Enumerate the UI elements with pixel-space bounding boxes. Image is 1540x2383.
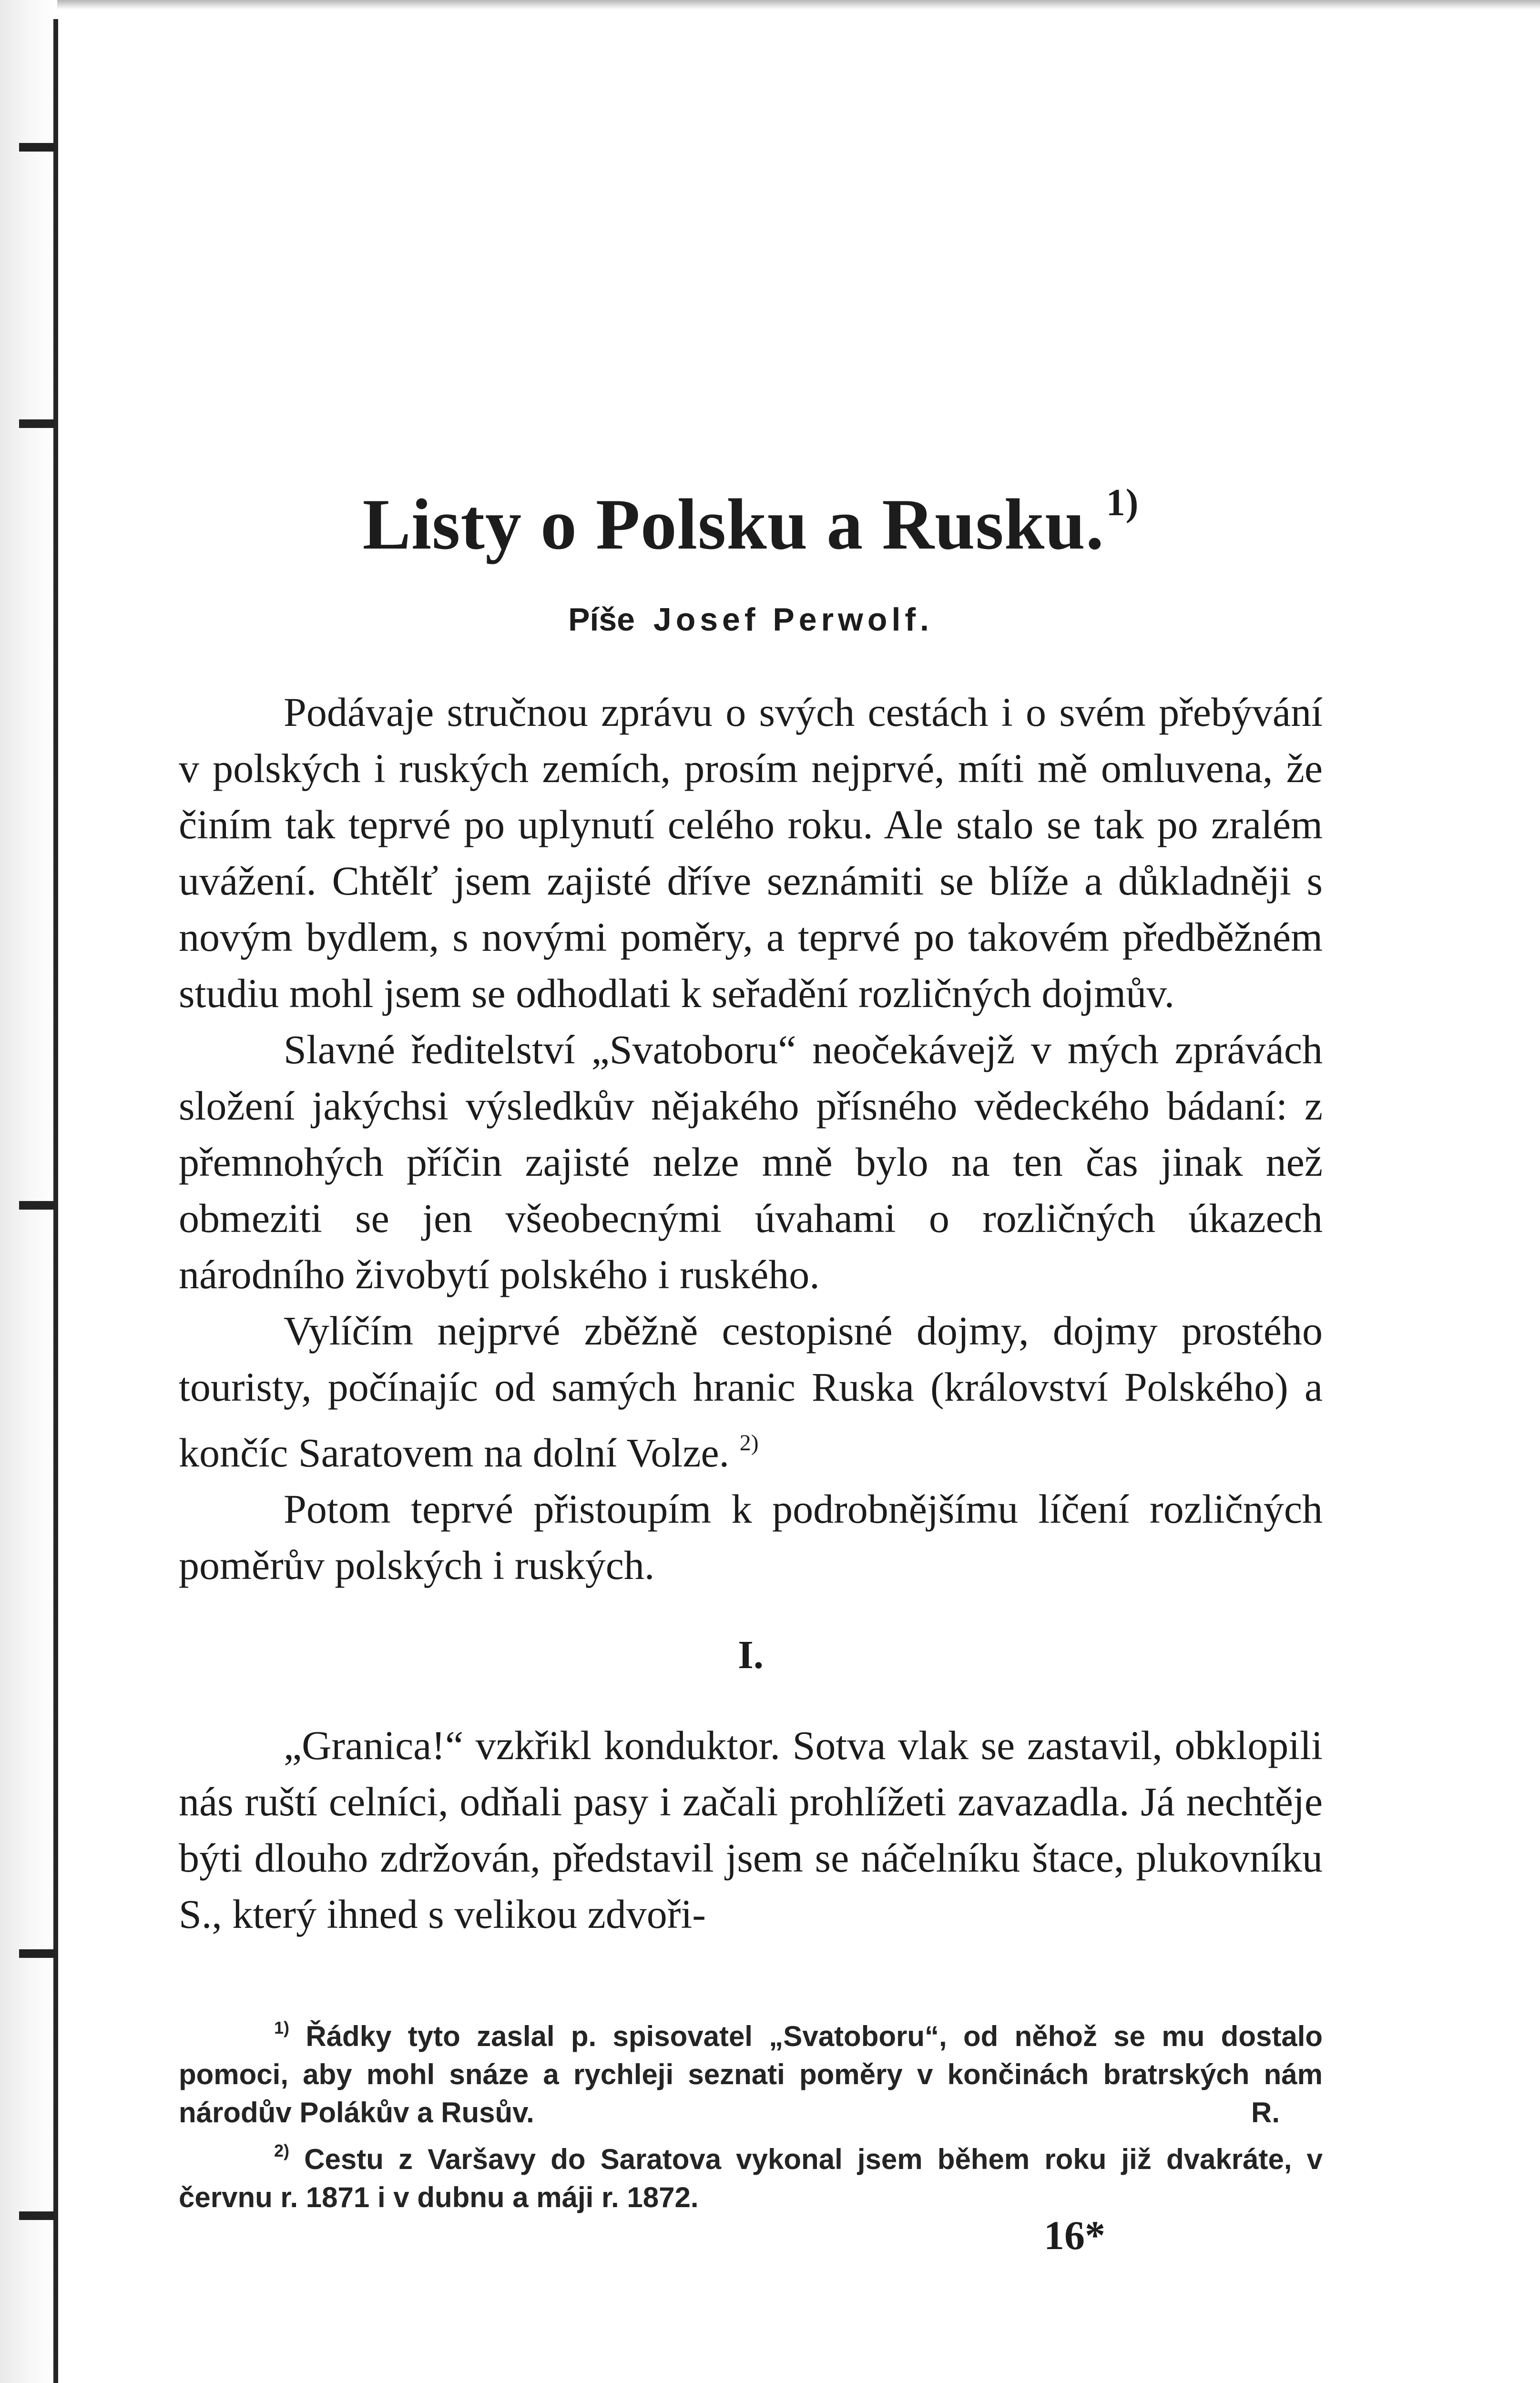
footnote-text: Cestu z Varšavy do Saratova vykonal jsem během roku již dvakráte, v červnu r. 1871 i v dubnu a máji r. 1872. <box>179 2143 1323 2213</box>
footnote-text: Řádky tyto zaslal p. spisovatel „Svatoboru“, od něhož se mu dostalo pomoci, aby mohl snáze a rychleji seznati poměry v končinách bratrských nám národův Polákův a Rusův. <box>179 2020 1323 2128</box>
page-body <box>179 458 1323 2217</box>
footnote-ref: 2) <box>739 1430 759 1456</box>
top-edge-shadow <box>57 0 1540 10</box>
title-text: Listy o Polsku a Rusku. <box>362 484 1104 564</box>
footnote-signature: R. <box>1251 2097 1280 2128</box>
edge-mark <box>19 1201 55 1210</box>
edge-mark <box>19 2211 55 2220</box>
footnote-mark: 2) <box>274 2141 290 2160</box>
paragraph <box>179 1303 1323 1481</box>
binding-shadow <box>0 0 57 2383</box>
author-name: Josef Perwolf. <box>653 601 933 638</box>
edge-mark <box>19 419 55 428</box>
article-title <box>179 458 1323 570</box>
edge-mark <box>19 1949 55 1958</box>
paragraph: Slavné ředitelství „Svatoboru“ neočekávejž v mých zprávách složení jakýchsi výsledkův nějakého přísného vědeckého bádaní: z přemnohých příčin zajisté nelze mně bylo na ten čas jinak než obmeziti se jen všeobecnými úvahami o rozličných úkazech národního živobytí polského i ruského. <box>179 1027 1323 1297</box>
footnotes <box>179 2009 1323 2217</box>
footnote-mark: 1) <box>274 2018 290 2037</box>
footnote-2 <box>179 2132 1323 2217</box>
author-prefix: Píše <box>568 601 635 638</box>
page-number: 16* <box>1044 2212 1105 2258</box>
author-line <box>179 593 1323 646</box>
section-numeral: I. <box>738 1633 764 1677</box>
paragraph: Potom teprvé přistoupím k podrobnějšímu líčení rozličných poměrův polských i ruských. <box>179 1486 1323 1588</box>
title-footnote-ref: 1) <box>1106 482 1139 524</box>
paragraph: „Granica!“ vzkřikl konduktor. Sotva vlak se zastavil, obklopili nás ruští celníci, odňali pasy i začali prohlížeti zavazadla. Já nechtěje býti dlouho zdržován, představil jsem se náčelníku štace, plukovníku S., který ihned s velikou zdvoři- <box>179 1722 1323 1937</box>
edge-mark <box>19 143 55 152</box>
paragraph: Podávaje stručnou zprávu o svých cestách i o svém přebývání v polských i ruských zemích, prosím nejprvé, míti mě omluvena, že činím tak teprvé po uplynutí celého roku. Ale stalo se tak po zralém uvážení. Chtělť jsem zajisté dříve seznámiti se blíže a důkladněji s novým bydlem, s novými poměry, a teprvé po takovém předběžném studiu mohl jsem se odhodlati k seřadění rozličných dojmův. <box>179 689 1323 1016</box>
footnote-1 <box>179 2009 1323 2132</box>
paragraph-text: Vylíčím nejprvé zběžně cestopisné dojmy, dojmy prostého touristy, počínajíc od samých hranic Ruska (království Polského) a končíc Saratovem na dolní Volze. <box>179 1308 1323 1476</box>
